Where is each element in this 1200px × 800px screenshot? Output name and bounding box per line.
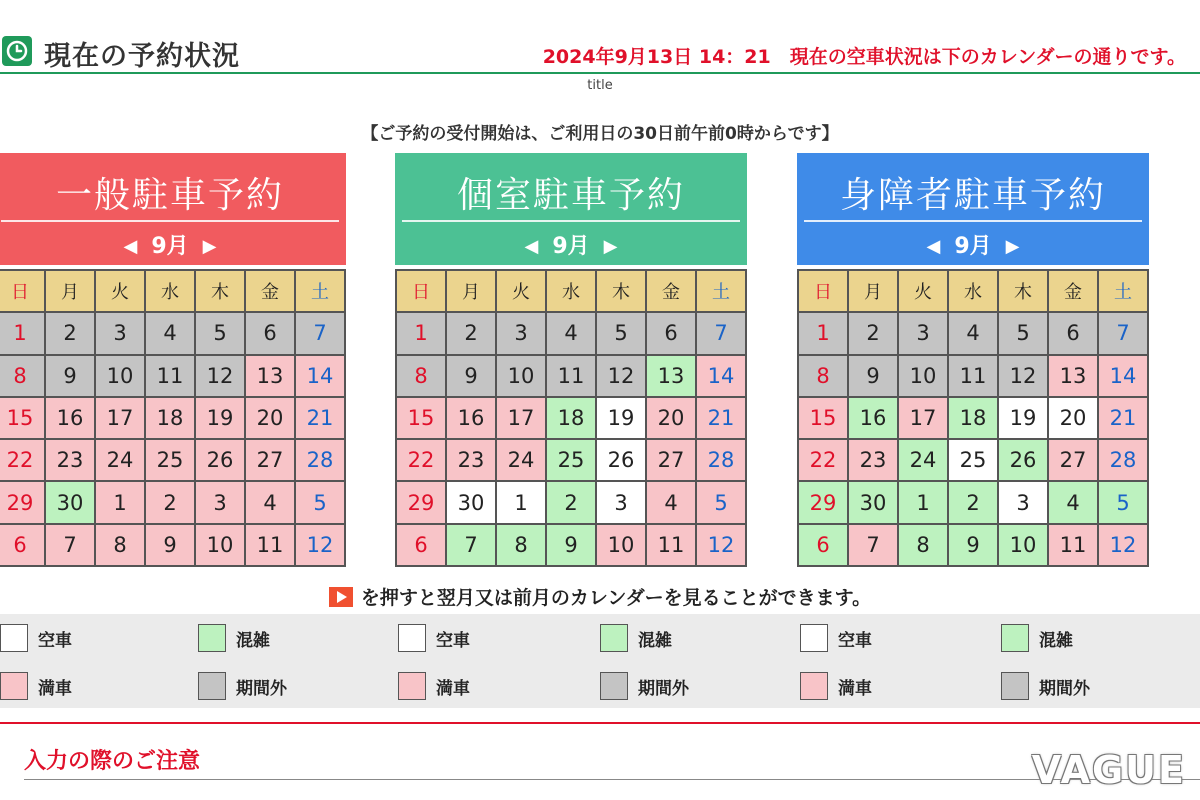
calendar-day[interactable]: 16 [46, 398, 96, 440]
weekday-header: 金 [1049, 271, 1099, 313]
calendar-header [797, 153, 1149, 265]
calendar-day[interactable]: 4 [949, 313, 999, 355]
calendar-day[interactable]: 10 [999, 525, 1049, 567]
calendar-day[interactable]: 3 [196, 482, 246, 524]
legend-label: 満車 [38, 678, 72, 699]
calendar-day[interactable]: 1 [0, 313, 46, 355]
calendar-day[interactable]: 16 [849, 398, 899, 440]
calendar-day[interactable]: 10 [196, 525, 246, 567]
legend-item-off [198, 670, 287, 702]
prev-month-button[interactable]: ◀ [524, 236, 539, 257]
calendar-day[interactable]: 19 [196, 398, 246, 440]
calendar-day[interactable]: 12 [697, 525, 747, 567]
calendar-day[interactable]: 8 [0, 356, 46, 398]
legend-swatch-busy [600, 624, 628, 652]
legend-item-empty [800, 622, 872, 654]
month-label: 9月 [954, 234, 992, 259]
weekday-header: 月 [46, 271, 96, 313]
calendar-day[interactable]: 11 [1049, 525, 1099, 567]
legend-label: 空車 [838, 630, 872, 651]
calendar-day[interactable]: 25 [146, 440, 196, 482]
notes-divider [24, 779, 1200, 780]
legend-item-busy [600, 622, 672, 654]
reservation-notice: 【ご予約の受付開始は、ご利用日の30日前午前0時からです】 [361, 124, 839, 144]
calendar-day[interactable]: 16 [447, 398, 497, 440]
calendar-day[interactable]: 5 [597, 313, 647, 355]
calendar-header [0, 153, 346, 265]
play-icon [329, 587, 353, 607]
legend-swatch-full [398, 672, 426, 700]
calendar-day[interactable]: 4 [547, 313, 597, 355]
legend-item-full [398, 670, 470, 702]
legend-label: 混雑 [236, 630, 270, 651]
page-title: 現在の予約状況 [44, 41, 240, 72]
calendar-day[interactable]: 5 [196, 313, 246, 355]
calendar-day[interactable]: 9 [46, 356, 96, 398]
calendar-day[interactable]: 3 [497, 313, 547, 355]
calendar-day[interactable]: 9 [949, 525, 999, 567]
calendar-day[interactable]: 27 [246, 440, 296, 482]
legend-swatch-busy [198, 624, 226, 652]
calendar-day[interactable]: 29 [799, 482, 849, 524]
calendar-day[interactable]: 5 [296, 482, 346, 524]
weekday-header: 金 [647, 271, 697, 313]
calendar-day[interactable]: 2 [146, 482, 196, 524]
calendar-day[interactable]: 1 [497, 482, 547, 524]
calendar-day[interactable]: 7 [1099, 313, 1149, 355]
calendar-day[interactable]: 9 [547, 525, 597, 567]
calendar-day[interactable]: 2 [447, 313, 497, 355]
calendar-day[interactable]: 25 [949, 440, 999, 482]
next-month-button[interactable]: ▶ [603, 236, 618, 257]
legend-swatch-empty [398, 624, 426, 652]
legend-swatch-empty [800, 624, 828, 652]
calendar-day[interactable]: 11 [146, 356, 196, 398]
calendar-day[interactable]: 5 [697, 482, 747, 524]
calendar-day[interactable]: 10 [497, 356, 547, 398]
calendar-day[interactable]: 14 [296, 356, 346, 398]
calendar-day[interactable]: 1 [799, 313, 849, 355]
calendar-general [0, 153, 346, 557]
calendar-day[interactable]: 11 [647, 525, 697, 567]
calendar-day[interactable]: 8 [96, 525, 146, 567]
calendar-day[interactable]: 8 [799, 356, 849, 398]
weekday-header: 木 [999, 271, 1049, 313]
calendar-day[interactable]: 4 [146, 313, 196, 355]
legend-item-off [1001, 670, 1090, 702]
calendar-day[interactable]: 21 [296, 398, 346, 440]
calendar-header [395, 153, 747, 265]
calendar-day[interactable]: 20 [1049, 398, 1099, 440]
calendar-day[interactable]: 12 [597, 356, 647, 398]
next-month-button[interactable]: ▶ [1005, 236, 1020, 257]
calendar-day[interactable]: 12 [1099, 525, 1149, 567]
legend-label: 期間外 [638, 678, 689, 699]
calendar-day[interactable]: 28 [1099, 440, 1149, 482]
calendar-day[interactable]: 26 [196, 440, 246, 482]
weekday-header: 火 [899, 271, 949, 313]
calendar-day[interactable]: 7 [296, 313, 346, 355]
header [0, 0, 1200, 74]
calendar-divider [402, 220, 740, 222]
calendar-divider [1, 220, 339, 222]
prev-month-button[interactable]: ◀ [926, 236, 941, 257]
month-label: 9月 [552, 234, 590, 259]
calendar-day[interactable]: 13 [647, 356, 697, 398]
legend-label: 期間外 [236, 678, 287, 699]
month-nav [395, 229, 747, 260]
weekday-header: 水 [146, 271, 196, 313]
calendar-day[interactable]: 17 [899, 398, 949, 440]
weekday-header: 水 [949, 271, 999, 313]
calendar-day[interactable]: 3 [899, 313, 949, 355]
next-month-button[interactable]: ▶ [202, 236, 217, 257]
calendar-day[interactable]: 7 [447, 525, 497, 567]
calendar-day[interactable]: 13 [1049, 356, 1099, 398]
calendar-day[interactable]: 1 [899, 482, 949, 524]
calendar-day[interactable]: 9 [849, 356, 899, 398]
legend-swatch-full [800, 672, 828, 700]
weekday-header: 木 [196, 271, 246, 313]
calendar-day[interactable]: 18 [146, 398, 196, 440]
calendar-day[interactable]: 22 [799, 440, 849, 482]
weekday-header: 月 [849, 271, 899, 313]
legend-swatch-full [0, 672, 28, 700]
weekday-header: 土 [296, 271, 346, 313]
calendar-day[interactable]: 5 [999, 313, 1049, 355]
notes-title: 入力の際のご注意 [24, 749, 201, 774]
legend-panel [0, 614, 1200, 708]
calendar-day[interactable]: 26 [999, 440, 1049, 482]
calendar-day[interactable]: 3 [999, 482, 1049, 524]
calendar-title: 個室駐車予約 [456, 175, 685, 216]
calendar-day[interactable]: 19 [999, 398, 1049, 440]
hint-text: を押すと翌月又は前月のカレンダーを見ることができます。 [360, 587, 872, 609]
navigation-hint [0, 583, 1200, 610]
legend-label: 期間外 [1039, 678, 1090, 699]
calendar-day[interactable]: 18 [949, 398, 999, 440]
calendar-grid [0, 269, 346, 567]
calendar-day[interactable]: 4 [246, 482, 296, 524]
legend-label: 混雑 [1039, 630, 1073, 651]
calendar-day[interactable]: 23 [849, 440, 899, 482]
calendar-day[interactable]: 4 [1049, 482, 1099, 524]
legend-swatch-off [1001, 672, 1029, 700]
legend-label: 空車 [436, 630, 470, 651]
calendar-day[interactable]: 11 [246, 525, 296, 567]
calendar-day[interactable]: 6 [0, 525, 46, 567]
legend-item-full [0, 670, 72, 702]
legend-item-empty [0, 622, 72, 654]
legend-item-busy [198, 622, 270, 654]
calendar-day[interactable]: 8 [899, 525, 949, 567]
legend-label: 満車 [436, 678, 470, 699]
weekday-header: 土 [697, 271, 747, 313]
calendar-day[interactable]: 23 [46, 440, 96, 482]
calendar-day[interactable]: 21 [1099, 398, 1149, 440]
legend-swatch-empty [0, 624, 28, 652]
calendar-day[interactable]: 30 [46, 482, 96, 524]
calendar-day[interactable]: 30 [447, 482, 497, 524]
calendar-title: 一般駐車予約 [55, 175, 284, 216]
calendar-day[interactable]: 9 [447, 356, 497, 398]
calendar-day[interactable]: 13 [246, 356, 296, 398]
calendar-day[interactable]: 20 [647, 398, 697, 440]
calendar-day[interactable]: 5 [1099, 482, 1149, 524]
calendar-day[interactable]: 24 [96, 440, 146, 482]
calendar-day[interactable]: 6 [397, 525, 447, 567]
legend-item-off [600, 670, 689, 702]
calendar-day[interactable]: 21 [697, 398, 747, 440]
calendar-day[interactable]: 12 [296, 525, 346, 567]
prev-month-button[interactable]: ◀ [123, 236, 138, 257]
calendar-day[interactable]: 2 [46, 313, 96, 355]
calendar-day[interactable]: 6 [1049, 313, 1099, 355]
calendar-day[interactable]: 2 [547, 482, 597, 524]
month-nav [797, 229, 1149, 260]
calendar-day[interactable]: 17 [497, 398, 547, 440]
month-nav [0, 229, 346, 260]
title-caption: title [587, 78, 613, 93]
calendar-disabled [797, 153, 1149, 557]
weekday-header: 火 [96, 271, 146, 313]
calendar-grid [797, 269, 1149, 567]
legend-label: 満車 [838, 678, 872, 699]
header-divider [0, 72, 1200, 74]
legend-swatch-off [600, 672, 628, 700]
calendar-day[interactable]: 6 [246, 313, 296, 355]
calendar-day[interactable]: 9 [146, 525, 196, 567]
calendar-day[interactable]: 17 [96, 398, 146, 440]
calendar-day[interactable]: 11 [949, 356, 999, 398]
weekday-header: 木 [597, 271, 647, 313]
calendar-day[interactable]: 1 [397, 313, 447, 355]
legend-label: 混雑 [638, 630, 672, 651]
legend-item-full [800, 670, 872, 702]
calendar-day[interactable]: 10 [597, 525, 647, 567]
calendar-day[interactable]: 24 [497, 440, 547, 482]
calendar-day[interactable]: 4 [647, 482, 697, 524]
calendar-day[interactable]: 6 [799, 525, 849, 567]
clock-icon [2, 36, 32, 66]
calendar-day[interactable]: 11 [547, 356, 597, 398]
calendar-day[interactable]: 15 [0, 398, 46, 440]
calendar-day[interactable]: 10 [96, 356, 146, 398]
weekday-header: 日 [0, 271, 46, 313]
calendar-day[interactable]: 7 [697, 313, 747, 355]
calendar-day[interactable]: 12 [999, 356, 1049, 398]
legend-label: 空車 [38, 630, 72, 651]
watermark-logo: VAGUE [1031, 748, 1186, 792]
calendar-day[interactable]: 15 [799, 398, 849, 440]
status-text: 2024年9月13日 14：21 現在の空車状況は下のカレンダーの通りです。 [542, 46, 1186, 68]
calendar-title: 身障者駐車予約 [839, 175, 1106, 216]
calendar-day[interactable]: 27 [647, 440, 697, 482]
calendar-day[interactable]: 3 [597, 482, 647, 524]
calendar-day[interactable]: 14 [697, 356, 747, 398]
calendar-day[interactable]: 29 [397, 482, 447, 524]
calendar-day[interactable]: 28 [697, 440, 747, 482]
weekday-header: 火 [497, 271, 547, 313]
calendar-grid [395, 269, 747, 567]
calendar-day[interactable]: 29 [0, 482, 46, 524]
calendar-day[interactable]: 25 [547, 440, 597, 482]
calendar-divider [804, 220, 1142, 222]
calendar-day[interactable]: 1 [96, 482, 146, 524]
calendar-private [395, 153, 747, 557]
weekday-header: 土 [1099, 271, 1149, 313]
calendar-day[interactable]: 7 [46, 525, 96, 567]
calendar-day[interactable]: 30 [849, 482, 899, 524]
calendar-day[interactable]: 6 [647, 313, 697, 355]
calendar-day[interactable]: 23 [447, 440, 497, 482]
calendar-day[interactable]: 12 [196, 356, 246, 398]
calendar-day[interactable]: 2 [949, 482, 999, 524]
calendar-day[interactable]: 26 [597, 440, 647, 482]
weekday-header: 水 [547, 271, 597, 313]
calendar-day[interactable]: 18 [547, 398, 597, 440]
legend-swatch-busy [1001, 624, 1029, 652]
weekday-header: 日 [799, 271, 849, 313]
calendar-day[interactable]: 15 [397, 398, 447, 440]
calendar-day[interactable]: 2 [849, 313, 899, 355]
calendar-day[interactable]: 8 [397, 356, 447, 398]
calendar-day[interactable]: 3 [96, 313, 146, 355]
calendar-day[interactable]: 22 [0, 440, 46, 482]
calendar-day[interactable]: 24 [899, 440, 949, 482]
calendar-day[interactable]: 28 [296, 440, 346, 482]
weekday-header: 金 [246, 271, 296, 313]
legend-swatch-off [198, 672, 226, 700]
calendar-day[interactable]: 7 [849, 525, 899, 567]
calendar-day[interactable]: 14 [1099, 356, 1149, 398]
calendar-day[interactable]: 10 [899, 356, 949, 398]
calendar-day[interactable]: 19 [597, 398, 647, 440]
month-label: 9月 [151, 234, 189, 259]
legend-item-empty [398, 622, 470, 654]
calendar-day[interactable]: 22 [397, 440, 447, 482]
calendar-day[interactable]: 27 [1049, 440, 1099, 482]
section-divider [0, 722, 1200, 724]
calendar-day[interactable]: 8 [497, 525, 547, 567]
weekday-header: 月 [447, 271, 497, 313]
legend-item-busy [1001, 622, 1073, 654]
weekday-header: 日 [397, 271, 447, 313]
calendar-day[interactable]: 20 [246, 398, 296, 440]
